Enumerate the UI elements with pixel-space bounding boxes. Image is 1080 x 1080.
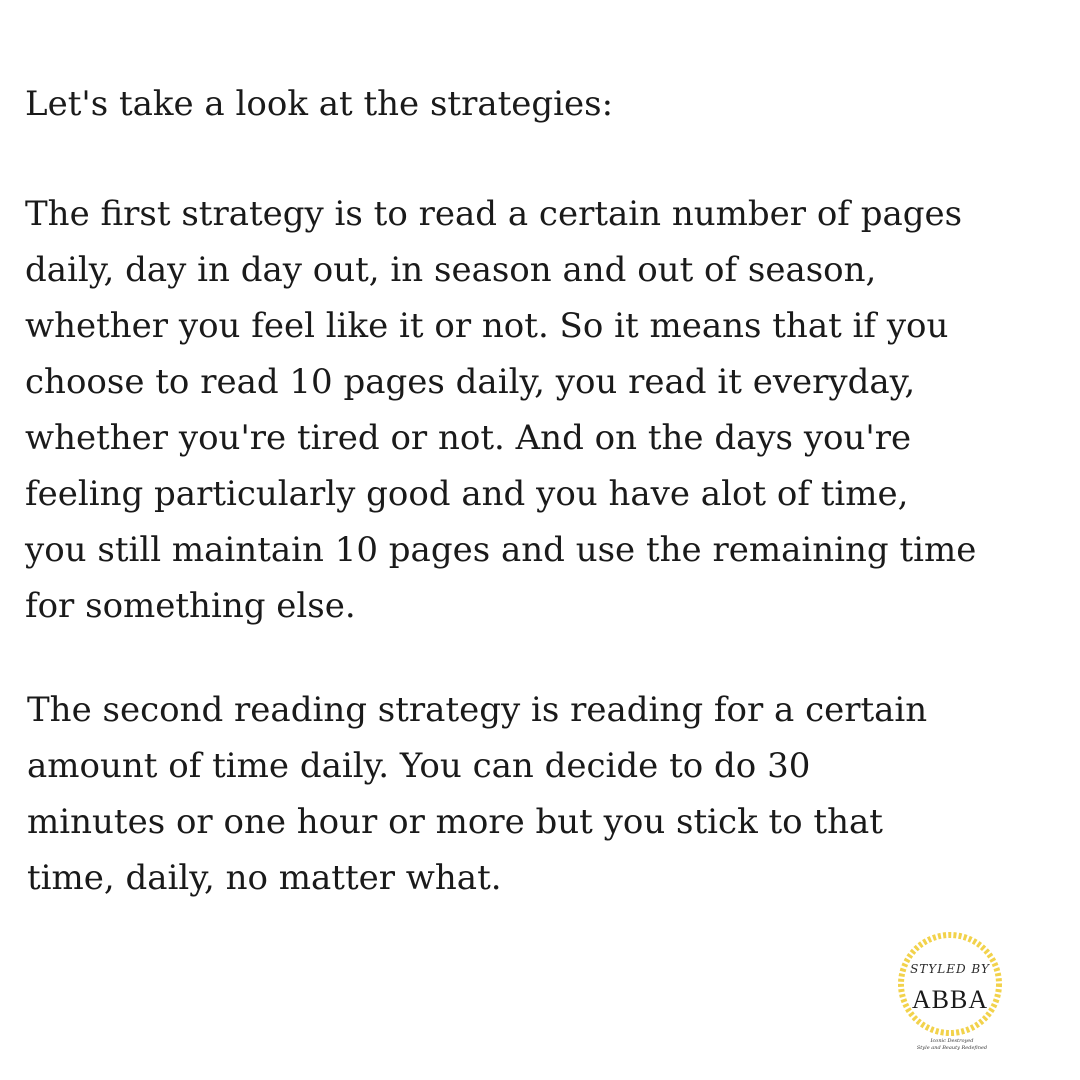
logo-top-text: STYLED BY	[910, 962, 990, 976]
logo-inner-disc	[906, 940, 994, 1028]
paragraph-line: whether you're tired or not. And on the days you're	[25, 418, 912, 458]
paragraph-line: whether you feel like it or not. So it means that if you	[25, 306, 949, 346]
paragraph-line: choose to read 10 pages daily, you read it everyday,	[25, 362, 916, 402]
paragraph-second-strategy	[27, 682, 927, 906]
logo-tagline-1: Iconic Destroyed	[930, 1038, 974, 1044]
paragraph-line: The first strategy is to read a certain number of pages	[25, 194, 963, 234]
brand-logo	[894, 928, 1006, 1054]
paragraph-line: you still maintain 10 pages and use the remaining time	[25, 530, 977, 570]
paragraph-line: for something else.	[25, 586, 356, 626]
paragraph-line: amount of time daily. You can decide to do 30	[27, 746, 811, 786]
logo-badge-icon	[894, 928, 1006, 1054]
intro-line: Let's take a look at the strategies:	[25, 84, 614, 124]
intro-heading	[25, 76, 613, 132]
logo-main-text: ABBA	[911, 985, 989, 1014]
paragraph-line: feeling particularly good and you have alot of time,	[25, 474, 909, 514]
paragraph-line: daily, day in day out, in season and out of season,	[25, 250, 877, 290]
paragraph-line: time, daily, no matter what.	[27, 858, 502, 898]
logo-tagline-2: Style and Beauty Redefined	[916, 1045, 988, 1051]
paragraph-first-strategy	[25, 186, 976, 634]
paragraph-line: The second reading strategy is reading for a certain	[27, 690, 928, 730]
paragraph-line: minutes or one hour or more but you stick to that	[27, 802, 883, 842]
